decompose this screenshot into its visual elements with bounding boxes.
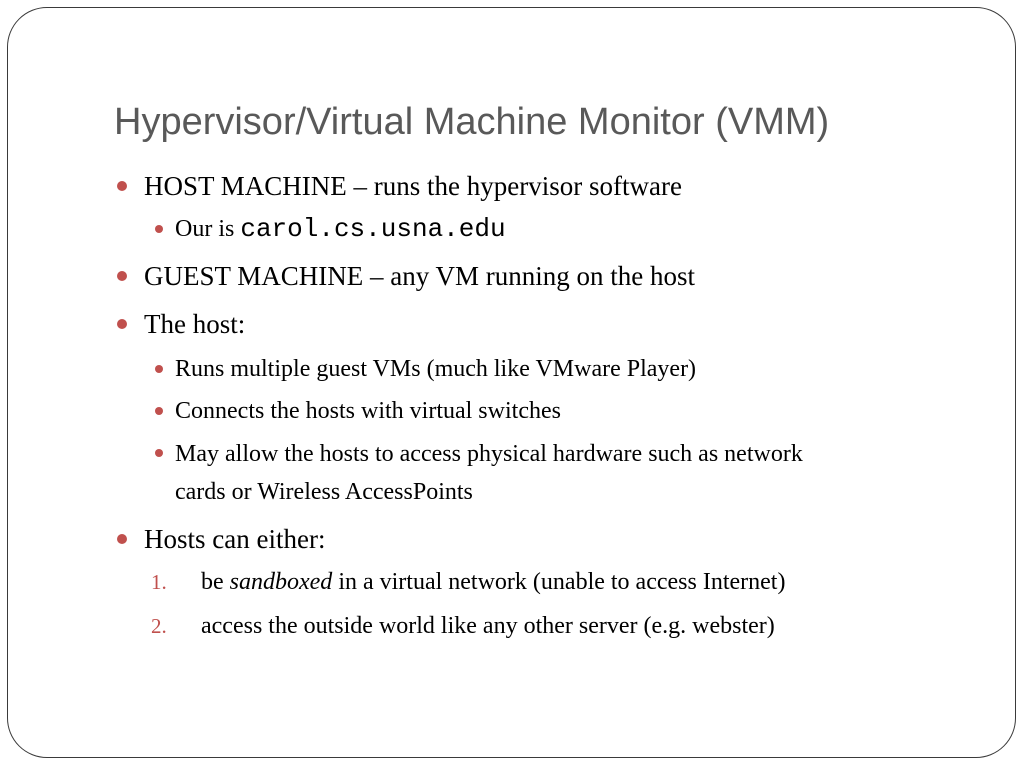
bullet-dot-icon	[155, 407, 163, 415]
bullet-dot-icon	[155, 225, 163, 233]
bullet-guest-machine: GUEST MACHINE – any VM running on the host	[144, 261, 695, 291]
bullet-host-allow-line2: cards or Wireless AccessPoints	[175, 479, 473, 505]
bullet-dot-icon	[117, 319, 127, 329]
bullet-dot-icon	[155, 449, 163, 457]
list-number-2: 2.	[151, 614, 167, 638]
list-number-1: 1.	[151, 570, 167, 594]
bullet-host-name	[175, 214, 506, 244]
bullet-host-allow-line1: May allow the hosts to access physical hardware such as network	[175, 441, 803, 467]
option1-emphasis: sandboxed	[229, 569, 333, 595]
bullet-dot-icon	[117, 534, 127, 544]
slide-title: Hypervisor/Virtual Machine Monitor (VMM)	[114, 101, 830, 143]
bullet-dot-icon	[117, 181, 127, 191]
bullet-hosts-can-either: Hosts can either:	[144, 524, 326, 554]
bullet-dot-icon	[117, 271, 127, 281]
bullet-host-connects: Connects the hosts with virtual switches	[175, 398, 561, 424]
option1-prefix: be	[201, 569, 230, 595]
bullet-the-host: The host:	[144, 309, 246, 339]
bullet-host-runs: Runs multiple guest VMs (much like VMware Player)	[175, 356, 697, 382]
bullet-host-machine: HOST MACHINE – runs the hypervisor software	[144, 171, 682, 201]
host-name-code: carol.cs.usna.edu	[240, 214, 506, 244]
host-name-prefix: Our is	[175, 216, 241, 242]
option-sandboxed	[201, 567, 785, 597]
option1-suffix: in a virtual network (unable to access Internet)	[332, 569, 786, 595]
option-outside-world: access the outside world like any other server (e.g. webster)	[201, 613, 775, 639]
bullet-dot-icon	[155, 365, 163, 373]
